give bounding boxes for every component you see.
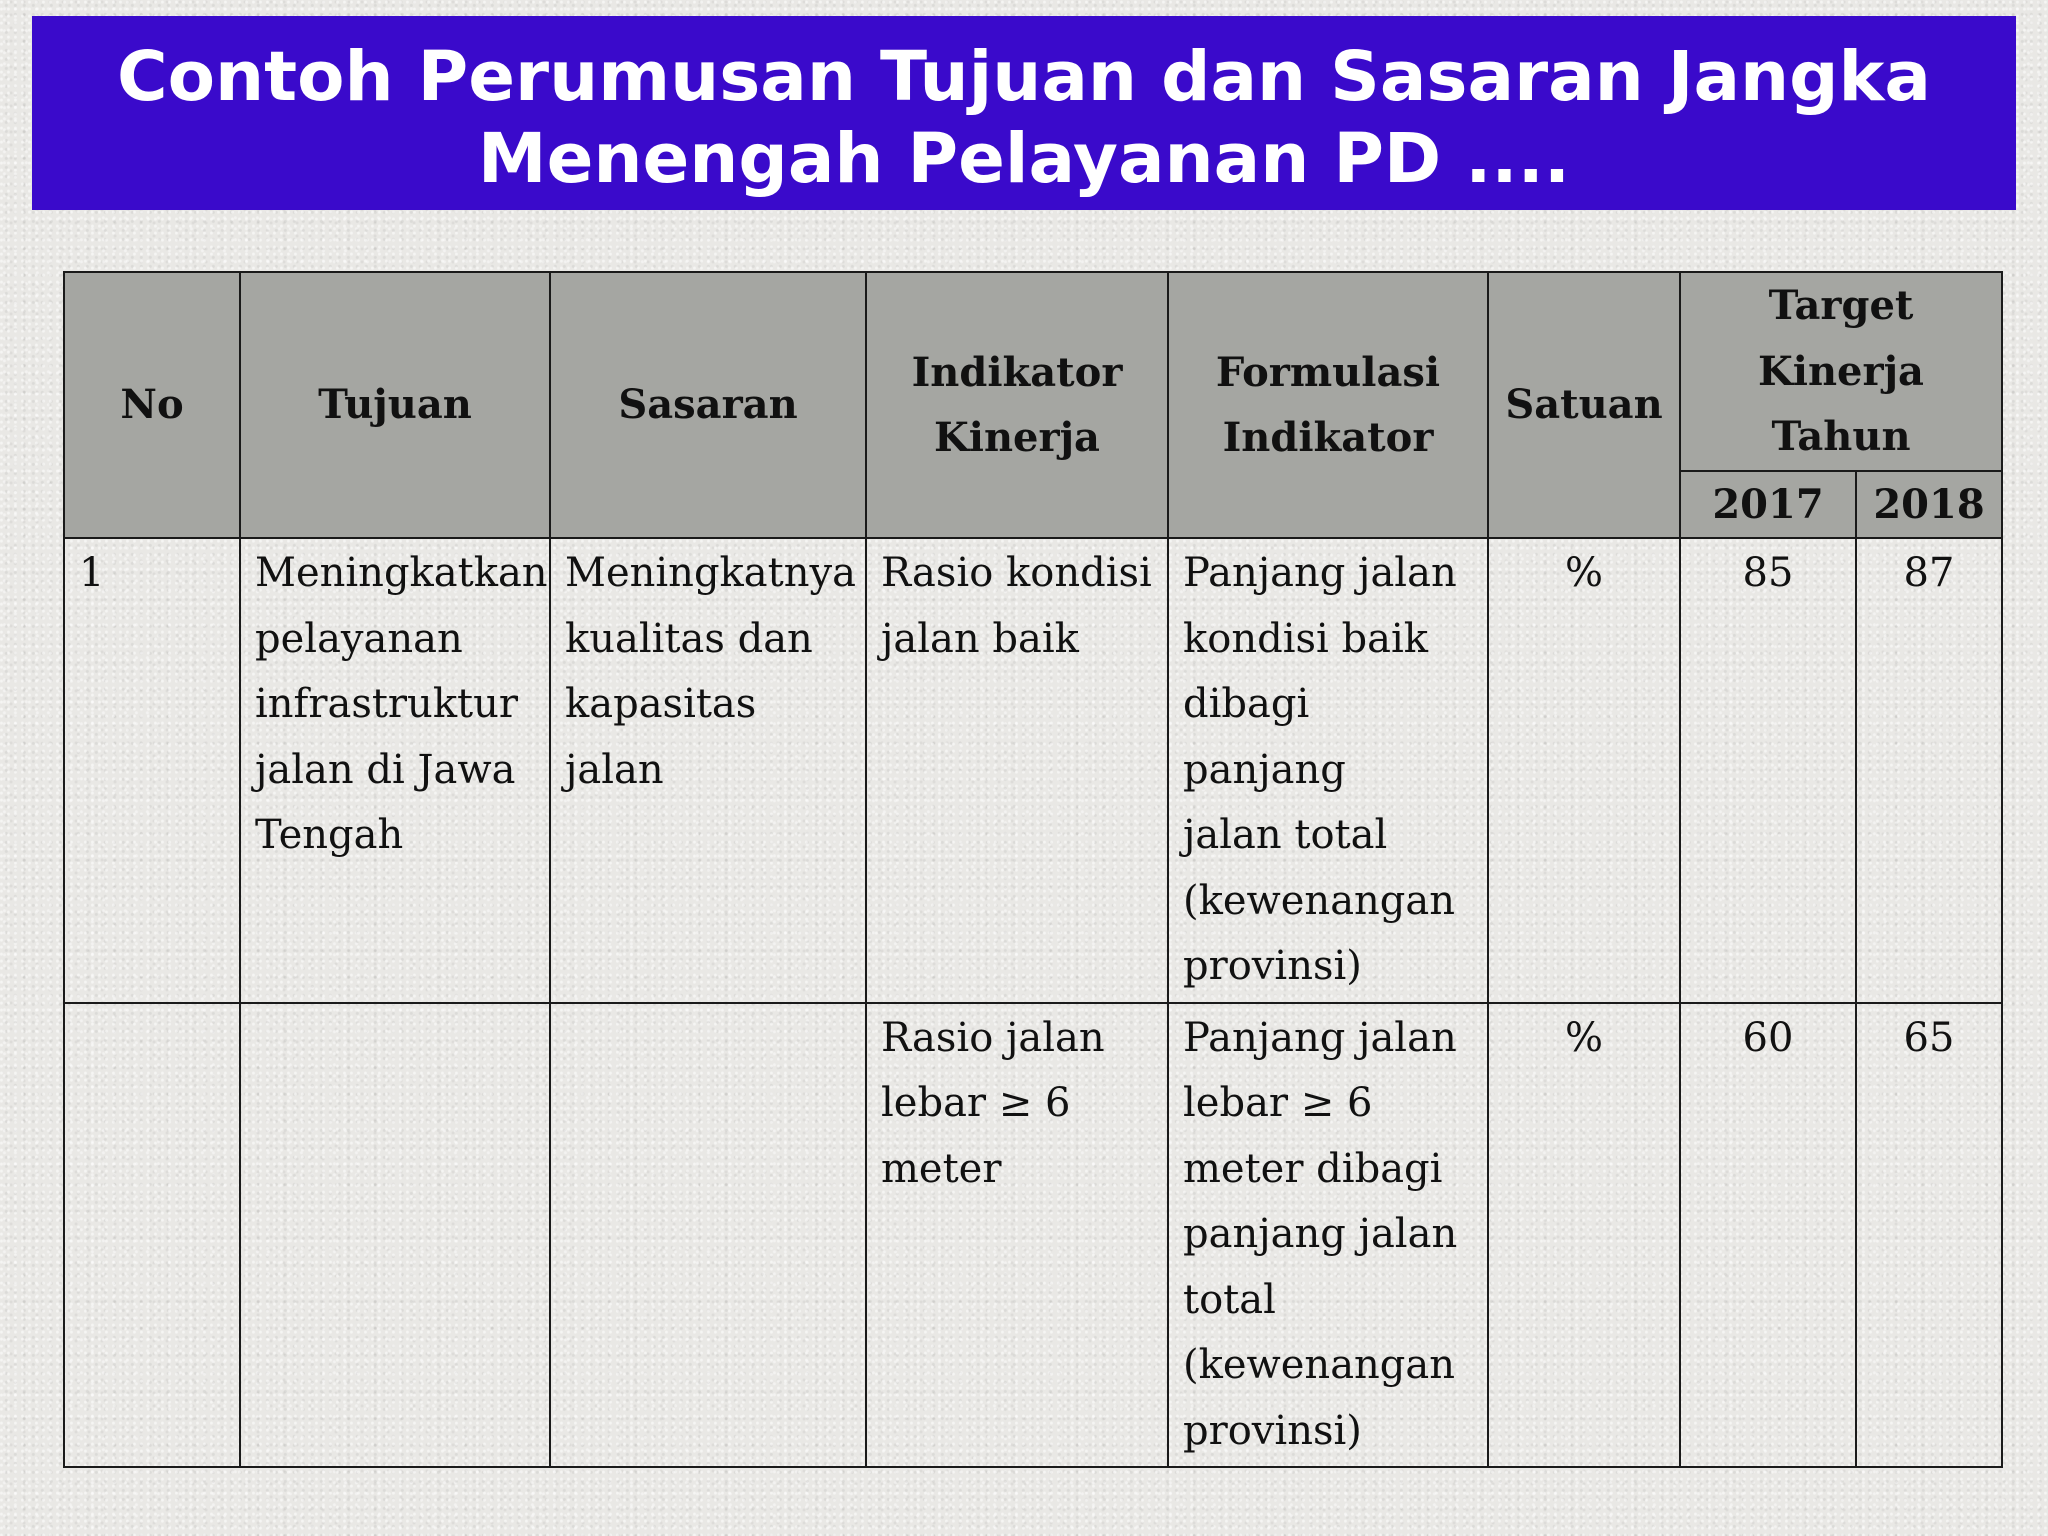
header-target-line-3: Tahun bbox=[1771, 413, 1911, 460]
cell-sasaran-line: kapasitas bbox=[565, 681, 757, 727]
cell-tujuan-line: pelayanan bbox=[255, 615, 463, 662]
cell-indikator-line: meter bbox=[881, 1145, 1002, 1192]
slide-title-line-2: Menengah Pelayanan PD .... bbox=[477, 119, 1571, 199]
cell-formulasi-line: dibagi panjang bbox=[1183, 681, 1346, 793]
slide-title-line-1: Contoh Perumusan Tujuan dan Sasaran Jangka bbox=[116, 37, 1931, 117]
header-target-line-1: Target bbox=[1768, 282, 1914, 329]
cell-indikator-line: Rasio kondisi bbox=[881, 550, 1152, 596]
slide-title bbox=[32, 16, 2016, 210]
table-row bbox=[64, 538, 2002, 1003]
header-sasaran: Sasaran bbox=[550, 272, 866, 538]
header-year-2017: 2017 bbox=[1680, 471, 1856, 539]
cell-no bbox=[64, 1003, 240, 1468]
header-satuan: Satuan bbox=[1488, 272, 1680, 538]
target-table bbox=[63, 271, 2003, 1468]
cell-tujuan-line: infrastruktur bbox=[255, 681, 519, 727]
cell-satuan: % bbox=[1488, 538, 1680, 1003]
header-formulasi-indikator bbox=[1168, 272, 1488, 538]
cell-formulasi-line: meter dibagi bbox=[1183, 1145, 1443, 1192]
cell-formulasi-line: provinsi) bbox=[1183, 943, 1362, 989]
cell-tujuan bbox=[240, 1003, 550, 1468]
cell-indikator bbox=[866, 538, 1168, 1003]
table-row bbox=[64, 1003, 2002, 1468]
cell-formulasi bbox=[1168, 538, 1488, 1003]
cell-formulasi-line: Panjang jalan bbox=[1183, 550, 1457, 596]
header-target-line-2: Kinerja bbox=[1758, 347, 1924, 395]
cell-formulasi-line: Panjang jalan bbox=[1183, 1014, 1457, 1061]
cell-satuan: % bbox=[1488, 1003, 1680, 1468]
cell-formulasi-line: panjang jalan bbox=[1183, 1211, 1458, 1257]
header-formulasi-line-2: Indikator bbox=[1222, 414, 1434, 461]
cell-sasaran bbox=[550, 538, 866, 1003]
cell-formulasi-line: lebar ≥ 6 bbox=[1183, 1080, 1373, 1126]
table-header-row bbox=[64, 272, 2002, 471]
cell-formulasi-line: kondisi baik bbox=[1183, 615, 1428, 662]
cell-tujuan-line: Meningkatkan bbox=[255, 550, 548, 596]
cell-indikator bbox=[866, 1003, 1168, 1468]
cell-formulasi bbox=[1168, 1003, 1488, 1468]
cell-tujuan-line: jalan di Jawa bbox=[255, 746, 516, 793]
header-year-2018: 2018 bbox=[1856, 471, 2002, 539]
cell-sasaran-line: Meningkatnya bbox=[565, 550, 856, 596]
header-indikator-kinerja bbox=[866, 272, 1168, 538]
cell-formulasi-line: provinsi) bbox=[1183, 1407, 1362, 1454]
cell-formulasi-line: (kewenangan bbox=[1183, 877, 1456, 924]
cell-target-2018: 87 bbox=[1856, 538, 2002, 1003]
cell-target-2018: 65 bbox=[1856, 1003, 2002, 1468]
header-target-kinerja-tahun bbox=[1680, 272, 2002, 471]
header-no: No bbox=[64, 272, 240, 538]
cell-formulasi-line: (kewenangan bbox=[1183, 1342, 1456, 1388]
cell-target-2017: 85 bbox=[1680, 538, 1856, 1003]
cell-target-2017: 60 bbox=[1680, 1003, 1856, 1468]
cell-no: 1 bbox=[64, 538, 240, 1003]
cell-formulasi-line: jalan total bbox=[1183, 812, 1388, 858]
cell-indikator-line: Rasio jalan bbox=[881, 1014, 1105, 1061]
header-indikator-line-1: Indikator bbox=[911, 348, 1123, 396]
cell-formulasi-line: total bbox=[1183, 1276, 1276, 1323]
cell-indikator-line: jalan baik bbox=[881, 615, 1079, 662]
cell-tujuan-line: Tengah bbox=[255, 812, 404, 858]
cell-sasaran bbox=[550, 1003, 866, 1468]
cell-tujuan bbox=[240, 538, 550, 1003]
cell-indikator-line: lebar ≥ 6 bbox=[881, 1080, 1071, 1126]
cell-sasaran-line: jalan bbox=[565, 746, 664, 793]
header-tujuan: Tujuan bbox=[240, 272, 550, 538]
header-indikator-line-2: Kinerja bbox=[934, 414, 1100, 461]
cell-sasaran-line: kualitas dan bbox=[565, 615, 813, 662]
header-formulasi-line-1: Formulasi bbox=[1215, 348, 1441, 396]
